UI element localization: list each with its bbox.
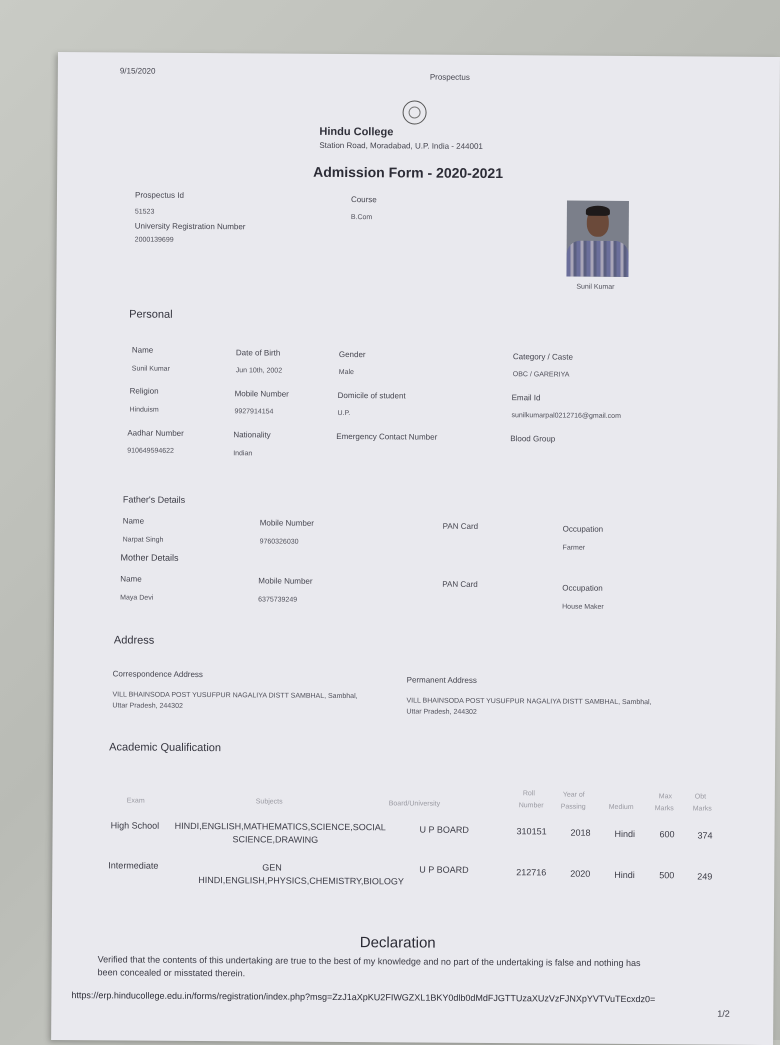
col-board: Board/University: [388, 800, 441, 808]
row-obt: 249: [697, 871, 713, 882]
row-roll: 310151: [516, 826, 547, 837]
blood-group-label: Blood Group: [510, 434, 556, 444]
col-subjects: Subjects: [255, 798, 283, 806]
father-name-value: Narpat Singh: [122, 536, 164, 544]
row-subjects-line1: HINDI,ENGLISH,MATHEMATICS,SCIENCE,SOCIAL: [174, 820, 386, 833]
personal-heading: Personal: [129, 308, 173, 321]
admission-form-sheet: [51, 52, 780, 1045]
father-mobile-label: Mobile Number: [259, 518, 314, 528]
dob-value: Jun 10th, 2002: [235, 367, 283, 375]
row-roll: 212716: [516, 867, 547, 878]
father-pan-label: PAN Card: [442, 521, 479, 531]
name-value: Sunil Kumar: [131, 365, 170, 373]
address-heading: Address: [113, 634, 155, 647]
gender-label: Gender: [338, 349, 366, 360]
page-number: 1/2: [717, 1008, 730, 1019]
mother-name-value: Maya Devi: [120, 594, 154, 602]
email-label: Email Id: [511, 393, 541, 403]
aadhar-label: Aadhar Number: [127, 428, 184, 438]
declaration-line1: Verified that the contents of this undertaking are true to the best of my knowledge and no part of the undertaking is false and nothing has: [97, 954, 641, 969]
photo-caption: Sunil Kumar: [576, 283, 615, 291]
mother-heading: Mother Details: [120, 552, 179, 563]
category-label: Category / Caste: [512, 352, 573, 362]
academic-heading: Academic Qualification: [109, 741, 222, 755]
prospectus-id-label: Prospectus Id: [134, 190, 184, 200]
category-value: OBC / GARERIYA: [512, 371, 570, 379]
univ-reg-value: 2000139699: [134, 236, 174, 244]
religion-label: Religion: [129, 386, 159, 396]
mother-mobile-label: Mobile Number: [258, 576, 313, 586]
col-max-2: Marks: [654, 805, 674, 813]
row-board: U P BOARD: [419, 864, 469, 875]
corr-address-label: Correspondence Address: [112, 669, 203, 680]
college-name: Hindu College: [319, 125, 394, 139]
father-occupation-value: Farmer: [562, 544, 586, 552]
mother-mobile-value: 6375739249: [258, 596, 298, 604]
name-label: Name: [131, 345, 154, 355]
row-medium: Hindi: [614, 869, 635, 881]
course-value: B.Com: [350, 214, 373, 222]
row-subjects-line2: HINDI,ENGLISH,PHYSICS,CHEMISTRY,BIOLOGY: [198, 874, 404, 887]
gender-value: Male: [338, 368, 354, 377]
mother-name-label: Name: [120, 574, 142, 584]
father-occupation-label: Occupation: [562, 524, 604, 534]
mother-pan-label: PAN Card: [442, 579, 478, 589]
print-date: 9/15/2020: [119, 66, 156, 76]
print-title: Prospectus: [429, 72, 470, 82]
father-heading: Father's Details: [122, 494, 186, 505]
domicile-value: U.P.: [337, 409, 351, 418]
perm-address-line2: Uttar Pradesh, 244302: [406, 708, 477, 716]
row-exam: Intermediate: [108, 860, 159, 871]
aadhar-value: 910649594622: [127, 447, 174, 455]
dob-label: Date of Birth: [235, 348, 281, 358]
college-logo-icon: [403, 100, 427, 124]
mother-occupation-value: House Maker: [562, 603, 604, 611]
course-label: Course: [350, 195, 377, 205]
corr-address-line1: VILL BHAINSODA POST YUSUFPUR NAGALIYA DISTT SAMBHAL, Sambhal,: [112, 691, 358, 701]
col-roll-2: Number: [518, 802, 544, 810]
student-photo: [566, 201, 629, 277]
row-year: 2020: [570, 868, 591, 879]
footer-url: https://erp.hinducollege.edu.in/forms/registration/index.php?msg=ZzJ1aXpKU2FIWGZXL1BKY0dlb0dMdFJGTTUzaXUzVzFJNXpYVTVuTEcxdz0=: [71, 990, 656, 1005]
row-board: U P BOARD: [419, 824, 469, 835]
col-medium: Medium: [608, 803, 634, 812]
declaration-line2: been concealed or misstated therein.: [97, 967, 246, 979]
college-address: Station Road, Moradabad, U.P. India - 244001: [319, 140, 483, 151]
mother-occupation-label: Occupation: [562, 583, 603, 593]
declaration-heading: Declaration: [359, 934, 436, 952]
nationality-label: Nationality: [233, 430, 271, 440]
perm-address-line1: VILL BHAINSODA POST YUSUFPUR NAGALIYA DISTT SAMBHAL, Sambhal,: [406, 697, 652, 707]
row-year: 2018: [570, 827, 591, 838]
col-year-2: Passing: [560, 803, 586, 811]
emergency-label: Emergency Contact Number: [336, 431, 438, 442]
perm-address-label: Permanent Address: [406, 675, 477, 685]
nationality-value: Indian: [233, 450, 253, 458]
prospectus-id-value: 51523: [134, 208, 155, 216]
col-roll-1: Roll: [522, 790, 535, 798]
row-exam: High School: [110, 820, 160, 831]
religion-value: Hinduism: [129, 406, 159, 414]
col-year-1: Year of: [562, 791, 585, 799]
row-medium: Hindi: [614, 828, 636, 840]
row-obt: 374: [697, 830, 713, 841]
father-name-label: Name: [122, 516, 145, 526]
email-value: sunilkumarpal0212716@gmail.com: [511, 412, 621, 420]
mobile-value: 9927914154: [234, 408, 274, 416]
col-max-1: Max: [658, 793, 673, 801]
row-subjects-line2: SCIENCE,DRAWING: [232, 834, 319, 845]
mobile-label: Mobile Number: [234, 389, 289, 399]
univ-reg-label: University Registration Number: [134, 221, 246, 232]
row-max: 500: [659, 870, 675, 881]
domicile-label: Domicile of student: [337, 390, 406, 401]
form-title: Admission Form - 2020-2021: [313, 163, 504, 182]
col-obt-1: Obt: [694, 793, 707, 801]
col-exam: Exam: [126, 797, 145, 805]
corr-address-line2: Uttar Pradesh, 244302: [112, 702, 183, 710]
col-obt-2: Marks: [692, 805, 712, 813]
row-max: 600: [659, 829, 675, 840]
row-subjects-line1: GEN: [262, 862, 282, 873]
father-mobile-value: 9760326030: [259, 538, 299, 546]
